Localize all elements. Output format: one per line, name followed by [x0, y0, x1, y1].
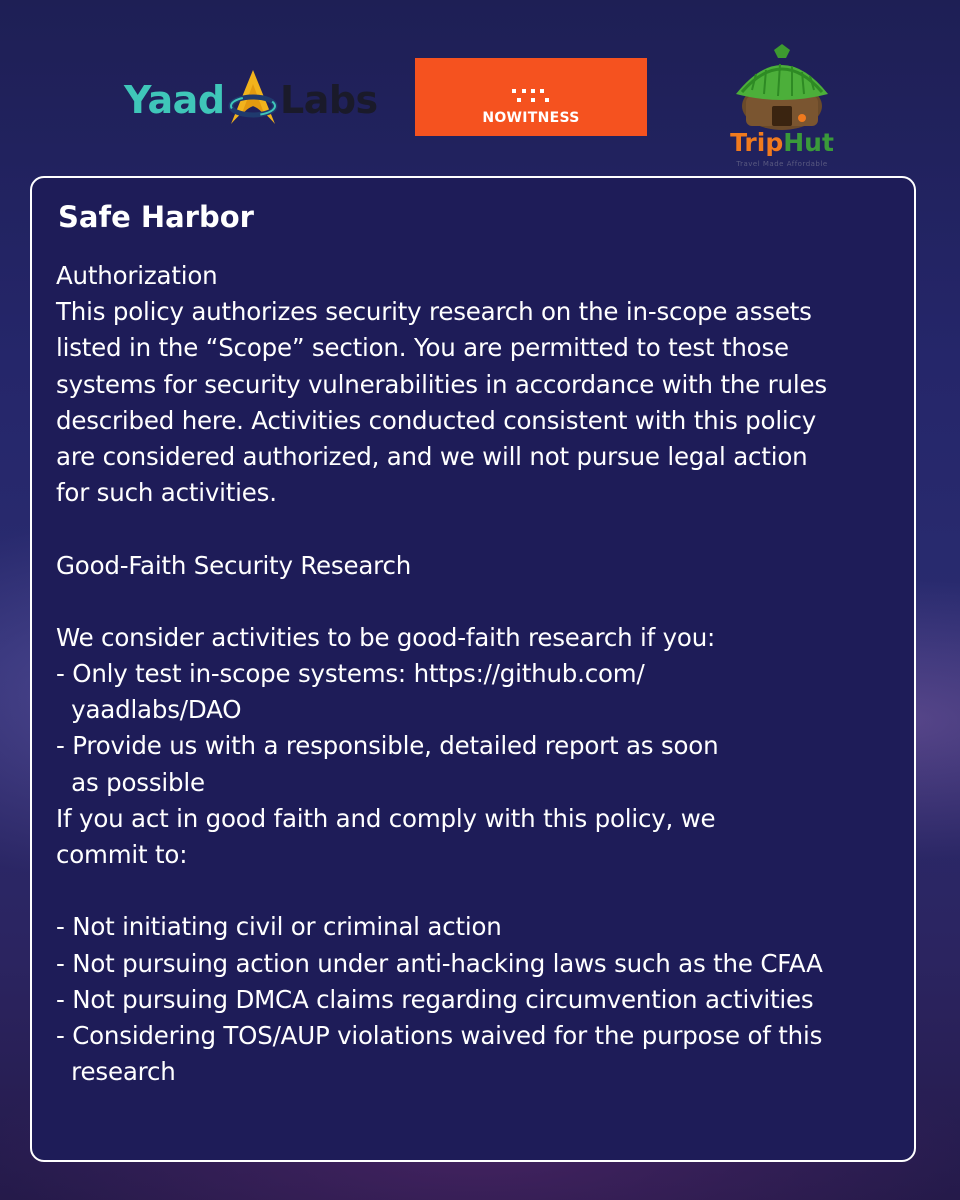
triphut-logo-text-hut: Hut	[783, 128, 834, 157]
yaad-labs-mark-icon	[221, 66, 285, 130]
blank-line	[56, 584, 906, 620]
body-line: for such activities.	[56, 478, 277, 508]
body-line: - Not pursuing DMCA claims regarding circumvention activities	[56, 984, 814, 1014]
yaad-labs-logo-text-left: Yaad	[124, 78, 225, 122]
nowitness-logo-text: NOWITNESS	[482, 110, 580, 126]
body-line: If you act in good faith and comply with this policy, we	[56, 803, 716, 833]
body-line: This policy authorizes security research on the in-scope assets	[56, 297, 812, 327]
blank-line	[56, 873, 906, 909]
body-line: described here. Activities conducted consistent with this policy	[56, 405, 817, 435]
body-line: research	[56, 1057, 176, 1087]
body-line: listed in the “Scope” section. You are permitted to test those	[56, 333, 789, 363]
partner-logos	[0, 0, 960, 175]
body-line: - Not initiating civil or criminal action	[56, 912, 502, 942]
body-line: yaadlabs/DAO	[56, 695, 242, 725]
triphut-logo-text-trip: Trip	[730, 128, 784, 157]
body-line: - Only test in-scope systems: https://github.com/	[56, 659, 645, 689]
body-line: We consider activities to be good-faith research if you:	[56, 622, 716, 652]
body-line: - Provide us with a responsible, detailed report as soon	[56, 731, 719, 761]
triphut-logo	[724, 44, 840, 170]
body-line: systems for security vulnerabilities in accordance with the rules	[56, 369, 827, 399]
blank-line	[56, 511, 906, 547]
card-title: Safe Harbor	[58, 200, 254, 234]
safe-harbor-card	[30, 176, 916, 1162]
body-line: Good-Faith Security Research	[56, 550, 412, 580]
yaad-labs-logo	[124, 64, 384, 136]
body-line: - Not pursuing action under anti-hacking laws such as the CFAA	[56, 948, 823, 978]
nowitness-logo	[415, 58, 647, 136]
body-line: commit to:	[56, 840, 188, 869]
body-line: as possible	[56, 767, 205, 797]
body-line: are considered authorized, and we will not pursue legal action	[56, 441, 808, 471]
body-line: - Considering TOS/AUP violations waived for the purpose of this	[56, 1020, 823, 1050]
nowitness-dots-icon	[512, 89, 554, 103]
body-line: Authorization	[56, 261, 218, 290]
card-body	[56, 258, 906, 1090]
hut-icon	[732, 44, 832, 136]
triphut-logo-text	[724, 128, 840, 157]
yaad-labs-logo-text-right: Labs	[280, 78, 378, 122]
triphut-tagline: Travel Made Affordable	[736, 160, 828, 168]
